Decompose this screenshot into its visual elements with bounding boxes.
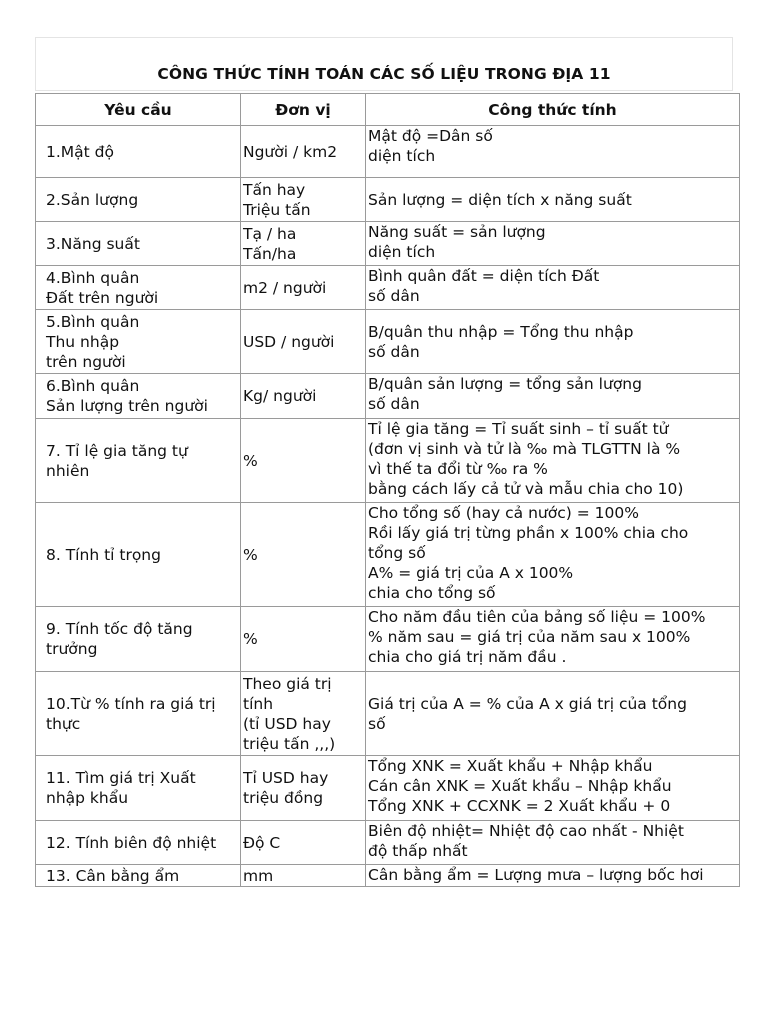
formula-cell: Sản lượng = diện tích x năng suất: [366, 178, 740, 222]
unit-cell: Kg/ người: [241, 374, 366, 419]
requirement-cell: 4.Bình quân Đất trên người: [36, 266, 241, 310]
formula-cell: B/quân thu nhập = Tổng thu nhập số dân: [366, 310, 740, 374]
requirement-cell: 10.Từ % tính ra giá trị thực: [36, 672, 241, 756]
page-title: CÔNG THỨC TÍNH TOÁN CÁC SỐ LIỆU TRONG ĐỊA 11: [157, 65, 611, 83]
requirement-cell: 6.Bình quân Sản lượng trên người: [36, 374, 241, 419]
table-row: [36, 607, 740, 672]
requirement-cell: 8. Tính tỉ trọng: [36, 503, 241, 607]
table-row: [36, 672, 740, 756]
requirement-cell: 12. Tính biên độ nhiệt: [36, 821, 241, 865]
table-row: [36, 266, 740, 310]
requirement-cell: 7. Tỉ lệ gia tăng tự nhiên: [36, 419, 241, 503]
unit-cell: Tỉ USD hay triệu đồng: [241, 756, 366, 821]
formula-cell: B/quân sản lượng = tổng sản lượng số dân: [366, 374, 740, 419]
formula-cell: Tổng XNK = Xuất khẩu + Nhập khẩu Cán cân XNK = Xuất khẩu – Nhập khẩu Tổng XNK + CCXNK = 2 Xuất khẩu + 0: [366, 756, 740, 821]
requirement-cell: 5.Bình quân Thu nhập trên người: [36, 310, 241, 374]
formula-cell: Tỉ lệ gia tăng = Tỉ suất sinh – tỉ suất tử (đơn vị sinh và tử là ‰ mà TLGTTN là % vì thế ta đổi từ ‰ ra % bằng cách lấy cả tử và mẫu chia cho 10): [366, 419, 740, 503]
requirement-cell: 1.Mật độ: [36, 126, 241, 178]
table-row: [36, 756, 740, 821]
table-row: [36, 310, 740, 374]
formula-cell: Cân bằng ẩm = Lượng mưa – lượng bốc hơi: [366, 865, 740, 887]
unit-cell: m2 / người: [241, 266, 366, 310]
table-row: [36, 419, 740, 503]
unit-cell: Theo giá trị tính (tỉ USD hay triệu tấn ,,,): [241, 672, 366, 756]
table-row: [36, 821, 740, 865]
table-header-row: [36, 94, 740, 126]
table-row: [36, 222, 740, 266]
unit-cell: mm: [241, 865, 366, 887]
formula-table: [35, 93, 740, 887]
table-row: [36, 503, 740, 607]
unit-cell: %: [241, 419, 366, 503]
unit-cell: %: [241, 607, 366, 672]
requirement-cell: 3.Năng suất: [36, 222, 241, 266]
unit-cell: Người / km2: [241, 126, 366, 178]
unit-cell: Tạ / ha Tấn/ha: [241, 222, 366, 266]
requirement-cell: 2.Sản lượng: [36, 178, 241, 222]
requirement-cell: 9. Tính tốc độ tăng trưởng: [36, 607, 241, 672]
table-row: [36, 178, 740, 222]
table-row: [36, 865, 740, 887]
header-unit: Đơn vị: [241, 94, 366, 126]
unit-cell: %: [241, 503, 366, 607]
formula-cell: Giá trị của A = % của A x giá trị của tổng số: [366, 672, 740, 756]
header-requirement: Yêu cầu: [36, 94, 241, 126]
table-row: [36, 126, 740, 178]
formula-cell: Mật độ =Dân số diện tích: [366, 126, 740, 178]
table-row: [36, 374, 740, 419]
title-box: [35, 37, 733, 91]
formula-cell: Cho tổng số (hay cả nước) = 100% Rồi lấy giá trị từng phần x 100% chia cho tổng số A% = giá trị của A x 100% chia cho tổng số: [366, 503, 740, 607]
formula-cell: Biên độ nhiệt= Nhiệt độ cao nhất - Nhiệt độ thấp nhất: [366, 821, 740, 865]
requirement-cell: 11. Tìm giá trị Xuất nhập khẩu: [36, 756, 241, 821]
formula-cell: Cho năm đầu tiên của bảng số liệu = 100% % năm sau = giá trị của năm sau x 100% chia cho giá trị năm đầu .: [366, 607, 740, 672]
unit-cell: USD / người: [241, 310, 366, 374]
formula-cell: Năng suất = sản lượng diện tích: [366, 222, 740, 266]
formula-cell: Bình quân đất = diện tích Đất số dân: [366, 266, 740, 310]
header-formula: Công thức tính: [366, 94, 740, 126]
unit-cell: Tấn hay Triệu tấn: [241, 178, 366, 222]
requirement-cell: 13. Cân bằng ẩm: [36, 865, 241, 887]
unit-cell: Độ C: [241, 821, 366, 865]
